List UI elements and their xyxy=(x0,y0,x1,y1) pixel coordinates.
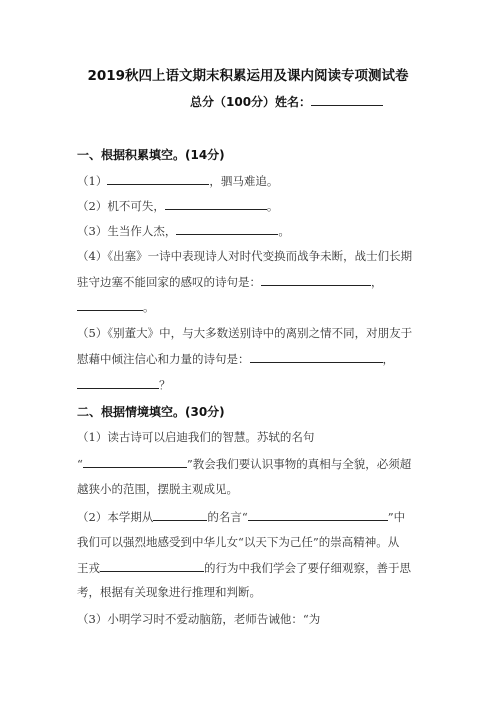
s2-q2-prefix: （2）本学期从 xyxy=(77,510,154,524)
s1-q5-line2-text: 慰藉中倾注信心和力量的诗句是： xyxy=(77,352,250,366)
s2-q2-blank-1[interactable] xyxy=(153,508,207,521)
s2-q2-line3-prefix: 王戎 xyxy=(77,561,100,575)
s2-q2-line2: 我们可以强烈地感受到中华儿女“以天下为己任”的崇高精神。从 xyxy=(77,535,400,549)
s1-q1-prefix: （1） xyxy=(77,174,108,188)
s2-q1-line3: 越狭小的范围，摆脱主观成见。 xyxy=(77,482,238,496)
name-blank[interactable] xyxy=(311,93,383,106)
s1-q5-line3-suffix: ？ xyxy=(159,378,171,392)
s1-q2-suffix: 。 xyxy=(266,199,279,213)
section2-heading: 二、根据情境填空。(30分) xyxy=(77,405,225,419)
s1-q3-blank[interactable] xyxy=(176,222,278,235)
s1-question-1 xyxy=(77,172,278,189)
s2-q2-line4: 考，根据有关现象进行推理和判断。 xyxy=(77,585,261,599)
s1-q4-line3 xyxy=(77,298,155,315)
s2-q2-line3-suffix: 的行为中我们学会了要仔细观察，善于思 xyxy=(204,561,411,575)
s1-q2-blank[interactable] xyxy=(165,197,267,210)
score-name-line xyxy=(190,93,383,110)
s1-q4-line1: （4）《出塞》一诗中表现诗人对时代变换而战争未断，战士们长期 xyxy=(77,249,413,263)
s2-q1-line2-suffix: ”教会我们要认识事物的真相与全貌，必须超 xyxy=(186,457,412,471)
s2-q2-suffix: ”中 xyxy=(387,510,406,524)
s1-q4-line3-suffix: 。 xyxy=(143,300,155,314)
s1-q5-line2-suffix: ， xyxy=(382,352,394,366)
s1-q5-line2 xyxy=(77,350,394,367)
s1-q1-suffix: ，驷马难追。 xyxy=(209,174,279,188)
s2-q2-blank-2[interactable] xyxy=(248,508,388,521)
s2-q2-line1 xyxy=(77,508,405,525)
s1-q3-prefix: （3）生当作人杰， xyxy=(77,224,177,238)
s1-question-2 xyxy=(77,197,278,214)
s1-q5-line3 xyxy=(77,376,171,393)
s1-q4-line2-text: 驻守边塞不能回家的感叹的诗句是： xyxy=(77,275,261,289)
s1-q4-blank-1[interactable] xyxy=(261,273,371,286)
s2-q3-line1: （3）小明学习时不爱动脑筋，老师告诫他：“为 xyxy=(77,612,321,626)
s2-q1-blank[interactable] xyxy=(83,455,187,468)
s1-q5-line1: （5）《别董大》中，与大多数送别诗中的离别之情不同，对朋友于 xyxy=(77,326,413,340)
s1-q5-blank-1[interactable] xyxy=(250,350,383,363)
s1-q4-line2 xyxy=(77,273,383,290)
s1-q3-suffix: 。 xyxy=(278,224,290,238)
s2-q2-mid: 的名言“ xyxy=(207,510,248,524)
s1-q5-blank-2[interactable] xyxy=(77,376,159,389)
section1-heading: 一、根据积累填空。(14分) xyxy=(77,148,225,162)
s1-question-3 xyxy=(77,222,290,239)
page-title: 2019秋四上语文期末积累运用及课内阅读专项测试卷 xyxy=(87,68,409,84)
s1-q4-blank-2[interactable] xyxy=(77,298,143,311)
s2-q1-line1: （1）读古诗可以启迪我们的智慧。苏轼的名句 xyxy=(77,430,315,444)
score-label: 总分（100分）姓名： xyxy=(190,95,312,109)
s2-q1-line2 xyxy=(77,455,411,472)
s2-q2-blank-3[interactable] xyxy=(100,559,204,572)
s1-q2-prefix: （2）机不可失， xyxy=(77,199,165,213)
s1-q1-blank[interactable] xyxy=(107,172,209,185)
s1-q4-line2-suffix: ， xyxy=(371,275,383,289)
s2-q1-open-quote: “ xyxy=(77,457,83,471)
s2-q2-line3 xyxy=(77,559,411,576)
